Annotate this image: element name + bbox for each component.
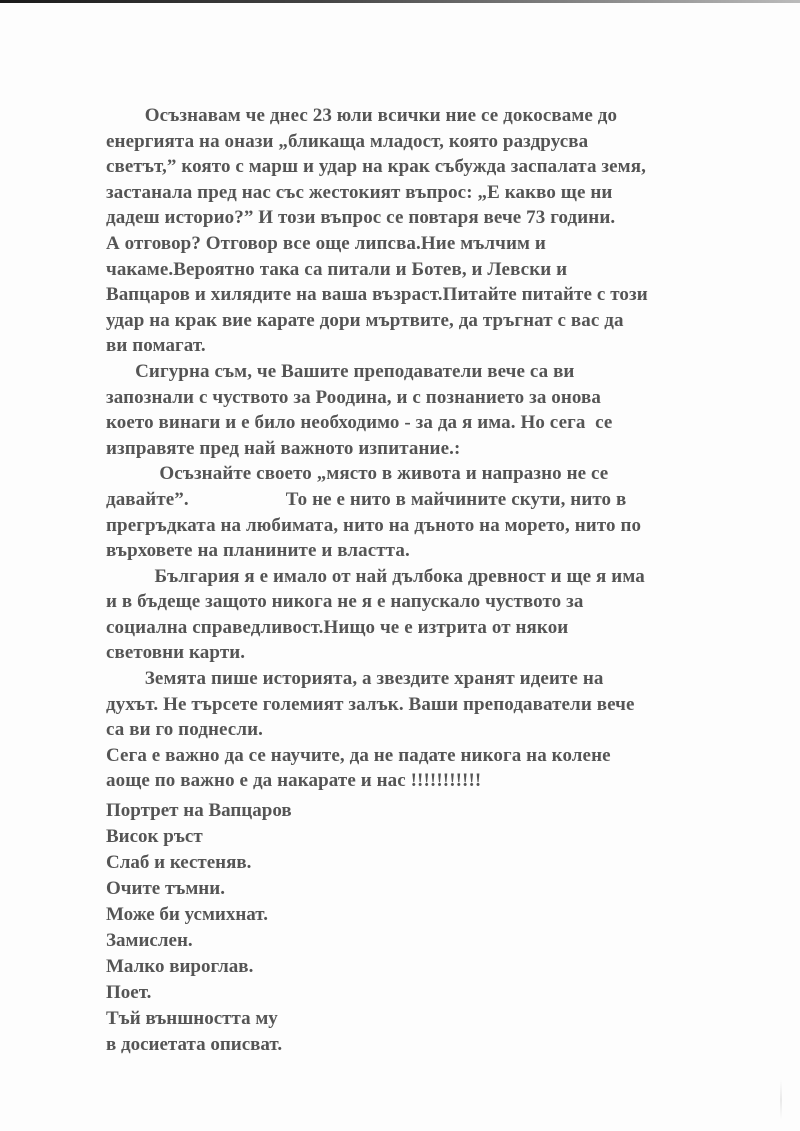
essay-line: което винаги и е било необходимо - за да я има. Но сега се <box>106 412 613 434</box>
essay-line: Сега е важно да се научите, да не падате никога на колене <box>106 744 611 766</box>
essay-line: застанала пред нас със жестокият въпрос: „Е какво ще ни <box>106 181 613 203</box>
poem-line: Висок ръст <box>106 826 203 847</box>
essay-line: удар на крак вие карате дори мъртвите, да тръгнат с вас да <box>106 309 624 331</box>
essay-line: световни карти. <box>106 642 246 664</box>
poem-line: Замислен. <box>106 930 193 951</box>
poem-line: в досиетата описват. <box>106 1034 283 1055</box>
essay-line: духът. Не търсете големият залък. Ваши преподаватели вече <box>106 693 635 715</box>
essay-line: са ви го поднесли. <box>106 719 263 741</box>
poem-line: Очите тъмни. <box>106 878 225 899</box>
essay-line: върховете на планините и властта. <box>106 540 410 562</box>
poem-line: Може би усмихнат. <box>106 904 268 925</box>
poem-line: Слаб и кестеняв. <box>106 852 252 873</box>
poem-title: Портрет на Вапцаров <box>106 800 292 821</box>
essay-line: запознали с чуството за Роодина, и с познанието за онова <box>106 386 601 408</box>
essay-line: енергията на онази „бликаща младост, която раздрусва <box>106 130 589 152</box>
essay-line: и в бъдеще защото никога не я е напускало чуството за <box>106 591 584 613</box>
essay-line: Вапцаров и хилядите на ваша възраст.Питайте питайте с този <box>106 284 648 306</box>
essay-line: Сигурна съм, че Вашите преподаватели вече са ви <box>106 360 575 382</box>
poem-line: Тъй външността му <box>106 1008 278 1029</box>
essay-line: Осъзнавам че днес 23 юли всички ние се докосваме до <box>106 105 618 126</box>
essay-line: светът,” която с марш и удар на крак събужда заспалата земя, <box>106 156 646 178</box>
poem-line: Поет. <box>106 982 152 1003</box>
scan-artifact <box>780 1080 782 1120</box>
scan-top-edge <box>0 0 800 3</box>
essay-line: чакаме.Вероятно така са питали и Ботев, и Левски и <box>106 258 568 280</box>
essay-line: социална справедливост.Нищо че е изтрита от някои <box>106 616 569 638</box>
essay-line: ви помагат. <box>106 335 206 357</box>
essay-line: дадеш историо?” И този въпрос се повтаря вече 73 години. <box>106 207 616 229</box>
essay-line: аоще по важно е да накарате и нас !!!!!!!!!!! <box>106 770 482 792</box>
essay-line: Осъзнайте своето „място в живота и напразно не се <box>106 463 609 485</box>
poem-line: Малко вироглав. <box>106 956 254 977</box>
essay-line: България я е имало от най дълбока древност и ще я има <box>106 565 645 587</box>
essay-line: А отговор? Отговор все още липсва.Ние мълчим и <box>106 232 546 254</box>
essay-line: прегръдката на любимата, нито на дъното на морето, нито по <box>106 514 642 536</box>
poem-block <box>106 798 506 1058</box>
essay-line: изправяте пред най важното изпитание.: <box>106 437 461 459</box>
essay-line: Земята пише историята, а звездите хранят идеите на <box>106 668 604 690</box>
essay-line: давайте”. То не е нито в майчините скути, нито в <box>106 488 627 510</box>
essay-text <box>106 103 726 794</box>
